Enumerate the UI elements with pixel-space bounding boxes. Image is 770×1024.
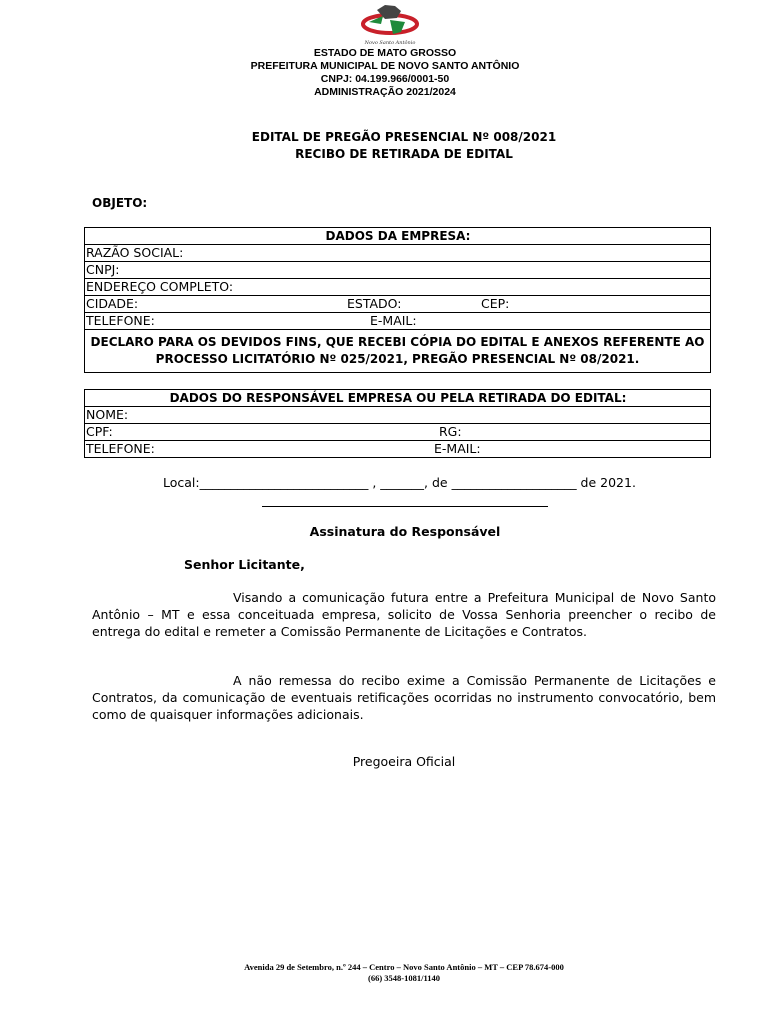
telefone-label: TELEFONE: (86, 313, 155, 328)
footer-phone: (66) 3548-1081/1140 (367, 973, 440, 983)
header-administration: ADMINISTRAÇÃO 2021/2024 (314, 86, 456, 98)
razao-social-field[interactable]: RAZÃO SOCIAL: (85, 245, 711, 262)
cidade-row[interactable] (85, 296, 711, 313)
header-municipality: PREFEITURA MUNICIPAL DE NOVO SANTO ANTÔNIO (250, 60, 520, 72)
objeto-label: OBJETO: (92, 196, 148, 210)
cnpj-field[interactable]: CNPJ: (85, 262, 711, 279)
telefone-row[interactable] (85, 313, 711, 330)
cidade-label: CIDADE: (86, 296, 139, 311)
telefone-responsavel-label: TELEFONE: (86, 441, 155, 456)
rg-label: RG: (439, 424, 462, 439)
responsavel-heading: DADOS DO RESPONSÁVEL EMPRESA OU PELA RETIRADA DO EDITAL: (85, 390, 711, 407)
empresa-heading: DADOS DA EMPRESA: (85, 228, 711, 245)
nome-field[interactable]: NOME: (85, 407, 711, 424)
signature-label: Assinatura do Responsável (309, 524, 501, 539)
greeting: Senhor Licitante, (184, 557, 305, 572)
estado-label: ESTADO: (347, 296, 402, 311)
email-responsavel-label: E-MAIL: (434, 441, 481, 456)
closing-signature: Pregoeira Oficial (352, 754, 456, 769)
header-state: ESTADO DE MATO GROSSO (313, 47, 457, 59)
declaracao-text: DECLARO PARA OS DEVIDOS FINS, QUE RECEBI CÓPIA DO EDITAL E ANEXOS REFERENTE AO PROCESSO LICITATÓRIO Nº 025/2021, PREGÃO PRESENCIAL Nº 08/2021. (85, 330, 711, 373)
cpf-label: CPF: (86, 424, 113, 439)
endereco-field[interactable]: ENDEREÇO COMPLETO: (85, 279, 711, 296)
signature-line (262, 506, 548, 507)
paragraph-1: Visando a comunicação futura entre a Prefeitura Municipal de Novo Santo Antônio – MT e essa conceituada empresa, solicito de Vossa Senhoria preencher o recibo de entrega do edital e remeter a Comissão Permanente de Licitações e Contratos. (92, 590, 716, 639)
footer-address: Avenida 29 de Setembro, n.º 244 – Centro – Novo Santo Antônio – MT – CEP 78.674-000 (244, 962, 564, 972)
header-cnpj: CNPJ: 04.199.966/0001-50 (320, 73, 450, 85)
email-label: E-MAIL: (370, 313, 417, 328)
local-date-line: Local:___________________________ , _______, de ____________________ de 2021. (163, 475, 636, 490)
empresa-table (84, 227, 711, 373)
telefone-responsavel-row[interactable] (85, 441, 711, 458)
paragraph-2: A não remessa do recibo exime a Comissão Permanente de Licitações e Contratos, da comunicação de eventuais retificações ocorridas no instrumento convocatório, bem como de quaisquer informações adicionais. (92, 673, 716, 722)
cpf-row[interactable] (85, 424, 711, 441)
document-title: EDITAL DE PREGÃO PRESENCIAL Nº 008/2021 (251, 130, 557, 144)
logo-caption: Novo Santo Antônio (364, 40, 416, 46)
document-subtitle: RECIBO DE RETIRADA DE EDITAL (295, 147, 513, 161)
municipal-logo (355, 2, 425, 46)
responsavel-table (84, 389, 711, 458)
cep-label: CEP: (481, 296, 510, 311)
